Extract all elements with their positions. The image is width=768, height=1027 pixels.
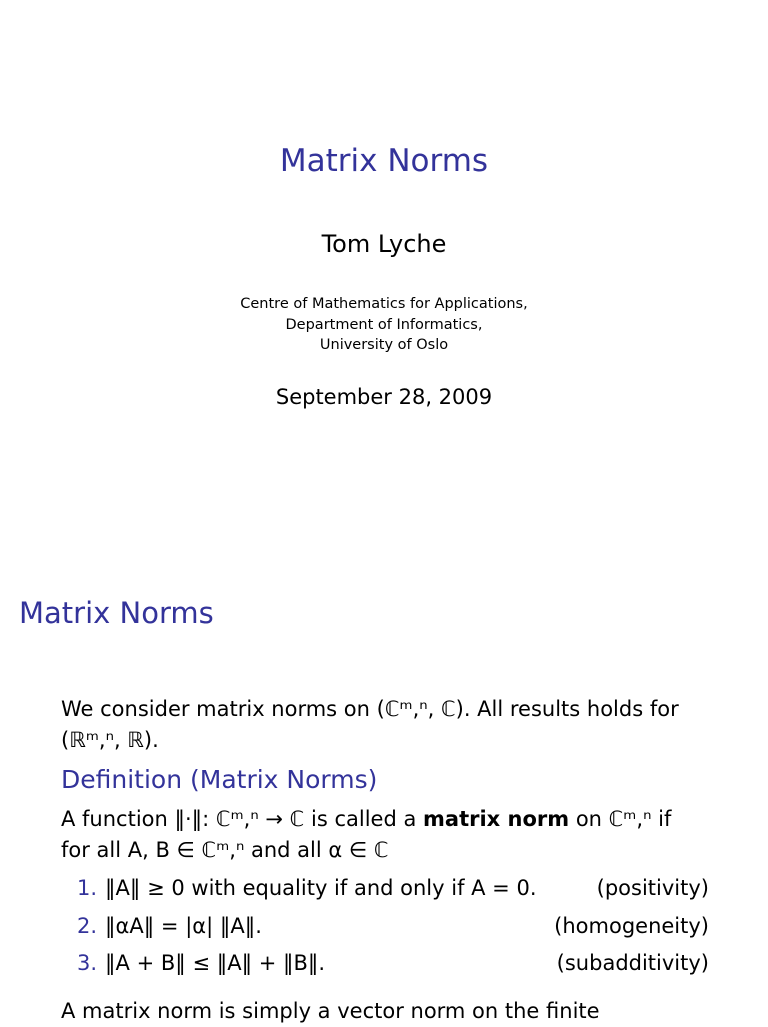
list-item-body	[77, 870, 537, 908]
content-slide	[0, 560, 768, 1024]
affiliation	[0, 294, 768, 356]
list-item	[77, 908, 709, 946]
closing-paragraph: A matrix norm is simply a vector norm on the finite	[61, 999, 600, 1023]
definition-text	[61, 804, 711, 866]
affiliation-line: University of Oslo	[319, 337, 449, 353]
list-item	[77, 945, 709, 983]
list-item-text: ‖A + B‖ ≤ ‖A‖ + ‖B‖.	[105, 951, 326, 975]
affiliation-line: Centre of Mathematics for Applications,	[240, 296, 528, 312]
list-item-tag: (positivity)	[596, 876, 709, 900]
definition-text-part: A function ‖·‖: ℂᵐ,ⁿ → ℂ is called a	[61, 807, 424, 831]
author-name: Tom Lyche	[321, 230, 447, 258]
intro-paragraph	[61, 694, 711, 756]
list-item	[77, 870, 709, 908]
definition-title: Definition (Matrix Norms)	[61, 765, 378, 794]
definition-line: for all A, B ∈ ℂᵐ,ⁿ and all α ∈ ℂ	[61, 838, 389, 862]
definition-text-part: on ℂᵐ,ⁿ if	[569, 807, 672, 831]
list-number: 1.	[77, 876, 98, 900]
list-item-text: ‖A‖ ≥ 0 with equality if and only if A = 0.	[105, 876, 537, 900]
definition-term: matrix norm	[423, 807, 570, 831]
list-number: 3.	[77, 951, 98, 975]
document-date: September 28, 2009	[275, 385, 493, 409]
list-item-tag: (subadditivity)	[556, 951, 709, 975]
document-title: Matrix Norms	[279, 143, 489, 179]
list-item-tag: (homogeneity)	[554, 913, 709, 938]
intro-line: We consider matrix norms on (ℂᵐ,ⁿ, ℂ). All results holds for	[61, 697, 679, 721]
list-item-body	[77, 908, 262, 946]
definition-line	[61, 804, 711, 835]
list-item-body	[77, 945, 325, 983]
affiliation-line: Department of Informatics,	[285, 316, 483, 333]
list-number: 2.	[77, 913, 98, 938]
list-item-text: ‖αA‖ = |α| ‖A‖.	[105, 913, 262, 938]
frame-title: Matrix Norms	[19, 596, 214, 630]
property-list	[77, 870, 709, 983]
intro-line: (ℝᵐ,ⁿ, ℝ).	[61, 728, 159, 752]
